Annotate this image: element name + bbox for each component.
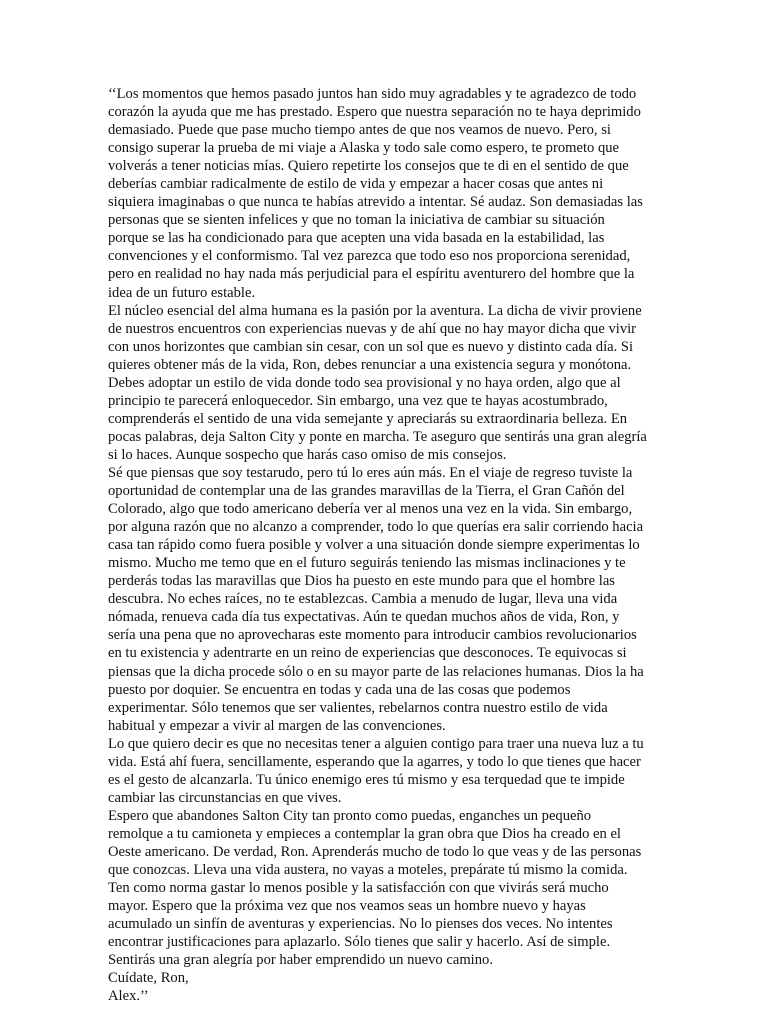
paragraph-5: Espero que abandones Salton City tan pronto como puedas, enganches un pequeño remolque a tu camioneta y empieces a contemplar la gran obra que Dios ha creado en el Oeste americano. De verdad, Ron. Aprenderás mucho de todo lo que veas y de las personas que conozcas. Lleva una vida austera, no vayas a moteles, prepárate tú mismo la comida. Ten como norma gastar lo menos posible y la satisfacción con que vivirás será mucho mayor. Espero que la próxima vez que nos veamos seas un hombre nuevo y hayas acumulado un sinfín de aventuras y experiencias. No lo pienses dos veces. No intentes encontrar justificaciones para aplazarlo. Sólo tienes que salir y hacerlo. Así de simple. Sentirás una gran alegría por haber emprendido un nuevo camino. [108, 807, 642, 969]
paragraph-3: Sé que piensas que soy testarudo, pero tú lo eres aún más. En el viaje de regreso tuviste la oportunidad de contemplar una de las grandes maravillas de la Tierra, el Gran Cañón del Colorado, algo que todo americano debería ver al menos una vez en la vida. Sin embargo, por alguna razón que no alcanzo a comprender, todo lo que querías era salir corriendo hacia casa tan rápido como fuera posible y volver a una situación donde siempre experimentas lo mismo. Mucho me temo que en el futuro seguirás teniendo las mismas inclinaciones y te perderás todas las maravillas que Dios ha puesto en este mundo para que el hombre las descubra. No eches raíces, no te establezcas. Cambia a menudo de lugar, lleva una vida nómada, renueva cada día tus expectativas. Aún te quedan muchos años de vida, Ron, y sería una pena que no aprovecharas este momento para introducir cambios revolucionarios en tu existencia y adentrarte en un reino de experiencias que desconoces. Te equivocas si piensas que la dicha procede sólo o en su mayor parte de las relaciones humanas. Dios la ha puesto por doquier. Se encuentra en todas y cada una de las cosas que podemos experimentar. Sólo tenemos que ser valientes, rebelarnos contra nuestro estilo de vida habitual y empezar a vivir al margen de las convenciones. [108, 464, 644, 734]
paragraph-4: Lo que quiero decir es que no necesitas tener a alguien contigo para traer una nueva luz a tu vida. Está ahí fuera, sencillamente, esperando que la agarres, y todo lo que tienes que hacer es el gesto de alcanzarla. Tu único enemigo eres tú mismo y esa terquedad que te impide cambiar las circunstancias en que vives. [108, 735, 644, 806]
paragraph-2: El núcleo esencial del alma humana es la pasión por la aventura. La dicha de vivir proviene de nuestros encuentros con experiencias nuevas y de ahí que no hay mayor dicha que vivir con unos horizontes que cambian sin cesar, con un sol que es nuevo y distinto cada día. Si quieres obtener más de la vida, Ron, debes renunciar a una existencia segura y monótona. Debes adoptar un estilo de vida donde todo sea provisional y no haya orden, algo que al principio te parecerá enloquecedor. Sin embargo, una vez que te hayas acostumbrado, comprenderás el sentido de una vida semejante y apreciarás su extraordinaria belleza. En pocas palabras, deja Salton City y ponte en marcha. Te aseguro que sentirás una gran alegría si lo haces. Aunque sospecho que harás caso omiso de mis consejos. [108, 302, 647, 463]
letter-body [108, 85, 648, 1005]
signature: Alex.’’ [108, 988, 149, 1005]
paragraph-1: ‘‘Los momentos que hemos pasado juntos han sido muy agradables y te agradezco de todo corazón la ayuda que me has prestado. Espero que nuestra separación no te haya deprimido demasiado. Puede que pase mucho tiempo antes de que nos veamos de nuevo. Pero, si consigo superar la prueba de mi viaje a Alaska y todo sale como espero, te prometo que volverás a tener noticias mías. Quiero repetirte los consejos que te di en el sentido de que deberías cambiar radicalmente de estilo de vida y empezar a hacer cosas que antes ni siquiera imaginabas o que nunca te habías atrevido a intentar. Sé audaz. Son demasiadas las personas que se sienten infelices y que no toman la iniciativa de cambiar su situación porque se las ha condicionado para que acepten una vida basada en la estabilidad, las convenciones y el conformismo. Tal vez parezca que todo eso nos proporciona serenidad, pero en realidad no hay nada más perjudicial para el espíritu aventurero del hombre que la idea de un futuro estable. [108, 86, 643, 301]
closing-line: Cuídate, Ron, [108, 970, 189, 987]
